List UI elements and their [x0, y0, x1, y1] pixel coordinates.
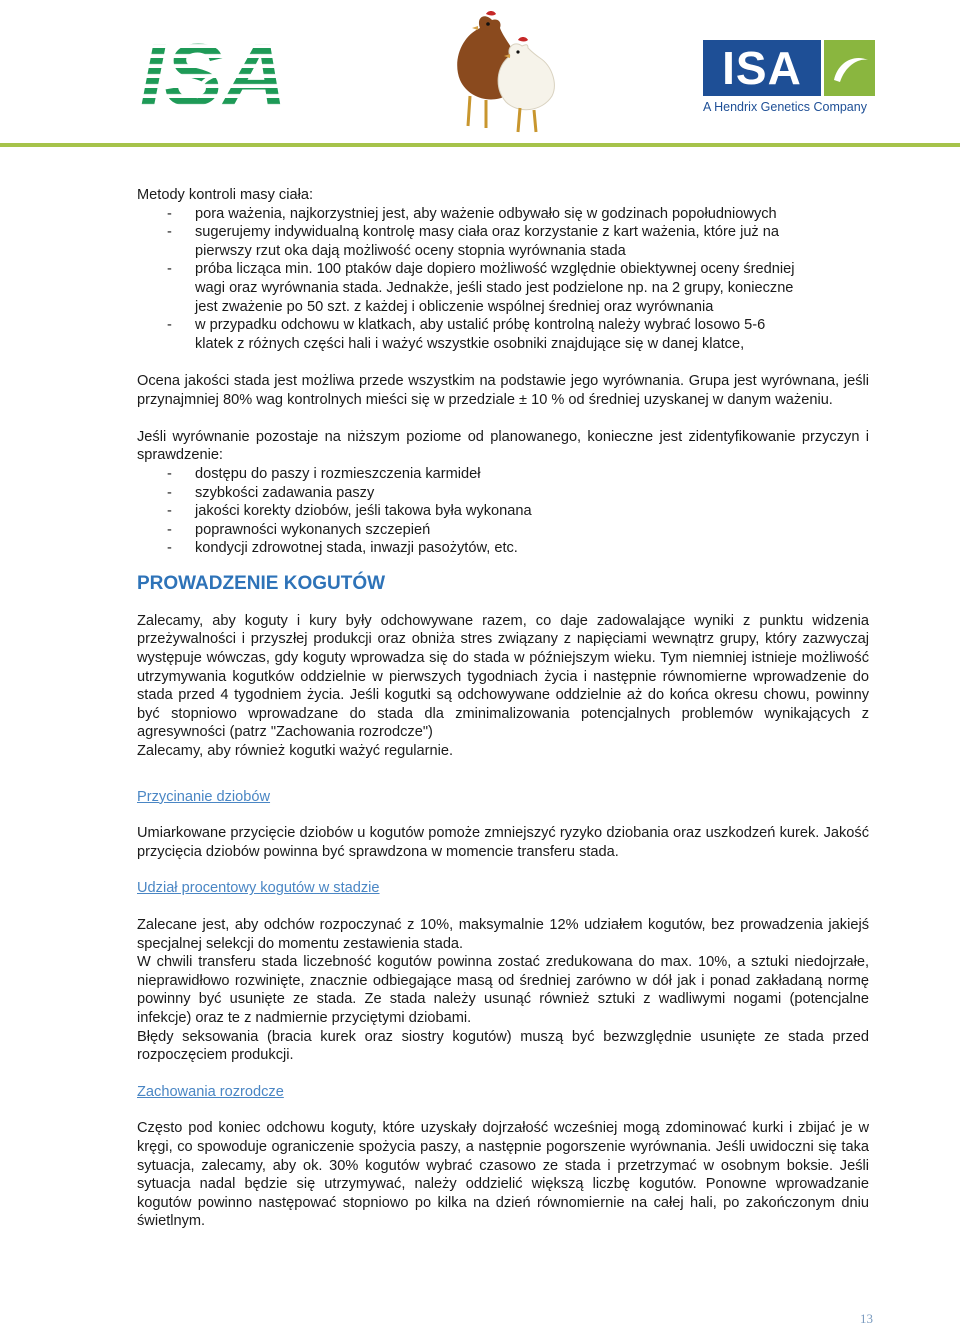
header-divider — [0, 143, 960, 147]
hen-icon — [440, 8, 560, 136]
uniformity-paragraph: Jeśli wyrównanie pozostaje na niższym poziome od planowanego, konieczne jest zidentyfikowanie przyczyn i sprawdzenie: — [137, 428, 869, 464]
logo-left-letters: ISA — [140, 38, 287, 108]
list-item: - szybkości zadawania paszy — [137, 484, 869, 503]
rooster-share-paragraph: Zalecane jest, aby odchów rozpoczynać z 10%, maksymalnie 12% udziałem kogutów, bez prowadzenia jakiejś specjalnej selekcji do momentu zestawienia stada. — [137, 917, 869, 952]
methods-list — [137, 205, 869, 354]
subsection-title-beak-trimming[interactable]: Przycinanie dziobów — [137, 788, 271, 805]
list-item-continuation: jest zważenie po 50 szt. z każdej i obliczenie wspólnej średniej oraz wyrównania — [195, 298, 714, 315]
quality-paragraph: Ocena jakości stada jest możliwa przede wszystkim na podstawie jego wyrównania. Grupa jest wyrównana, jeśli przynajmniej 80% wag kontrolnych mieści się w przedziale ± 10 % od średniej uzyskanej w danym ważeniu. — [137, 372, 869, 408]
logo-right-swoosh — [824, 40, 875, 96]
isa-logo-left — [138, 38, 302, 108]
list-item: - dostępu do paszy i rozmieszczenia karmideł — [137, 465, 869, 484]
isa-logo-right — [703, 40, 875, 120]
isa-green-logo-icon — [138, 38, 302, 108]
section-title: PROWADZENIE KOGUTÓW — [137, 572, 386, 594]
subsection-title-mating-behaviour[interactable]: Zachowania rozrodcze — [137, 1083, 284, 1100]
list-item: - poprawności wykonanych szczepień — [137, 521, 869, 540]
page-header — [0, 0, 960, 150]
subsection-title-rooster-share[interactable]: Udział procentowy kogutów w stadzie — [137, 880, 380, 897]
swoosh-icon — [824, 40, 875, 96]
rooster-share-paragraph: Błędy seksowania (bracia kurek oraz siostry kogutów) muszą być bezwzględnie usunięte ze stada przed rozpoczęciem produkcji. — [137, 1028, 869, 1064]
beak-trimming-paragraph: Umiarkowane przycięcie dziobów u kogutów pomoże zmniejszyć ryzyko dziobania oraz uszkodzeń kurek. Jakość przycięcia dziobów powinna być sprawdzona w momencie transferu stada. — [137, 825, 869, 860]
list-item: - pora ważenia, najkorzystniej jest, aby ważenie odbywało się w godzinach popołudniowych — [137, 205, 869, 224]
list-item: - sugerujemy indywidualną kontrolę masy ciała oraz korzystanie z kart ważenia, które już na — [137, 223, 869, 242]
mating-behaviour-paragraph: Często pod koniec odchowu koguty, które uzyskały dojrzałość wcześniej mogą zdominować kurki i zbijać je w kręgi, co spowoduje ograniczenie spożycia paszy, a następnie pogorszenie wyrównania. Jeśli uwidoczni się taka sytuacja, zalecamy, aby ok. 30% kogutów wybrać czasowo ze stada i przetrzymać w osobnym boksie. Jeśli sytuacja nadal będzie się utrzymywać, należy oddzielić większą liczbę kogutów. Ponowne wprowadzanie kogutów powinno następować stopniowo po kilka na dzień równomiernie na całej hali, po zakończonym dniu świetlnym. — [137, 1120, 869, 1230]
roosters-weigh-paragraph: Zalecamy, aby również kogutki ważyć regularnie. — [137, 743, 454, 760]
list-item: - w przypadku odchowu w klatkach, aby ustalić próbę kontrolną należy wybrać losowo 5-6 — [137, 316, 869, 335]
list-item-continuation: klatek z różnych części hali i ważyć wszystkie osobniki znajdujące się w danej klatce, — [195, 335, 745, 352]
hens-illustration — [440, 8, 560, 136]
list-item: - próba licząca min. 100 ptaków daje dopiero możliwość względnie obiektywnej oceny średniej — [137, 260, 869, 279]
page-number: 13 — [860, 1311, 873, 1326]
list-item-continuation: pierwszy rzut oka dają możliwość oceny stopnia wyrównania stada — [195, 242, 626, 259]
logo-right-tagline: A Hendrix Genetics Company — [703, 100, 867, 114]
list-item-continuation: wagi oraz wyrównania stada. Jednakże, jeśli stado jest podzielone np. na 2 grupy, konieczne — [195, 279, 794, 296]
logo-right-letters: ISA — [703, 40, 821, 96]
roosters-paragraph: Zalecamy, aby koguty i kury były odchowywane razem, co daje zadowalające wyniki z punktu widzenia przeżywalności i przyszłej produkcji oraz obniża stres związany z napięciami wewnątrz grupy, który zazwyczaj występuje wówczas, gdy koguty wprowadza się do stada w późniejszym wieku. Tym niemniej istnieje możliwość utrzymywania kogutków oddzielnie w pierwszych tygodniach życia i następnie równomierne wprowadzenie do stada przed 4 tygodniem życia. Jeśli kogutki są odchowywane oddzielnie aż do końca okresu chowu, powinny być stopniowo wprowadzane do stada dla zminimalizowania potencjalnych problemów wynikających z agresywności (patrz "Zachowania rozrodcze") — [137, 612, 869, 741]
methods-heading: Metody kontroli masy ciała: — [137, 187, 314, 203]
list-item: - kondycji zdrowotnej stada, inwazji pasożytów, etc. — [137, 539, 869, 558]
page-content — [137, 186, 869, 1231]
checks-list — [137, 465, 869, 558]
list-item: - jakości korekty dziobów, jeśli takowa była wykonana — [137, 502, 869, 521]
rooster-share-paragraph: W chwili transferu stada liczebność kogutów powinna zostać zredukowana do max. 10%, a sztuki niedojrzałe, nieprawidłowo rozwinięte, znacznie odbiegające masą od średniej zarówno w dół jak i ponad zakładaną normę powinny być usunięte ze stada. Ze stada należy usunąć również sztuki z wadliwymi nogami (potencjalne infekcje) oraz te z nadmiernie przyciętymi dziobami. — [137, 954, 869, 1026]
